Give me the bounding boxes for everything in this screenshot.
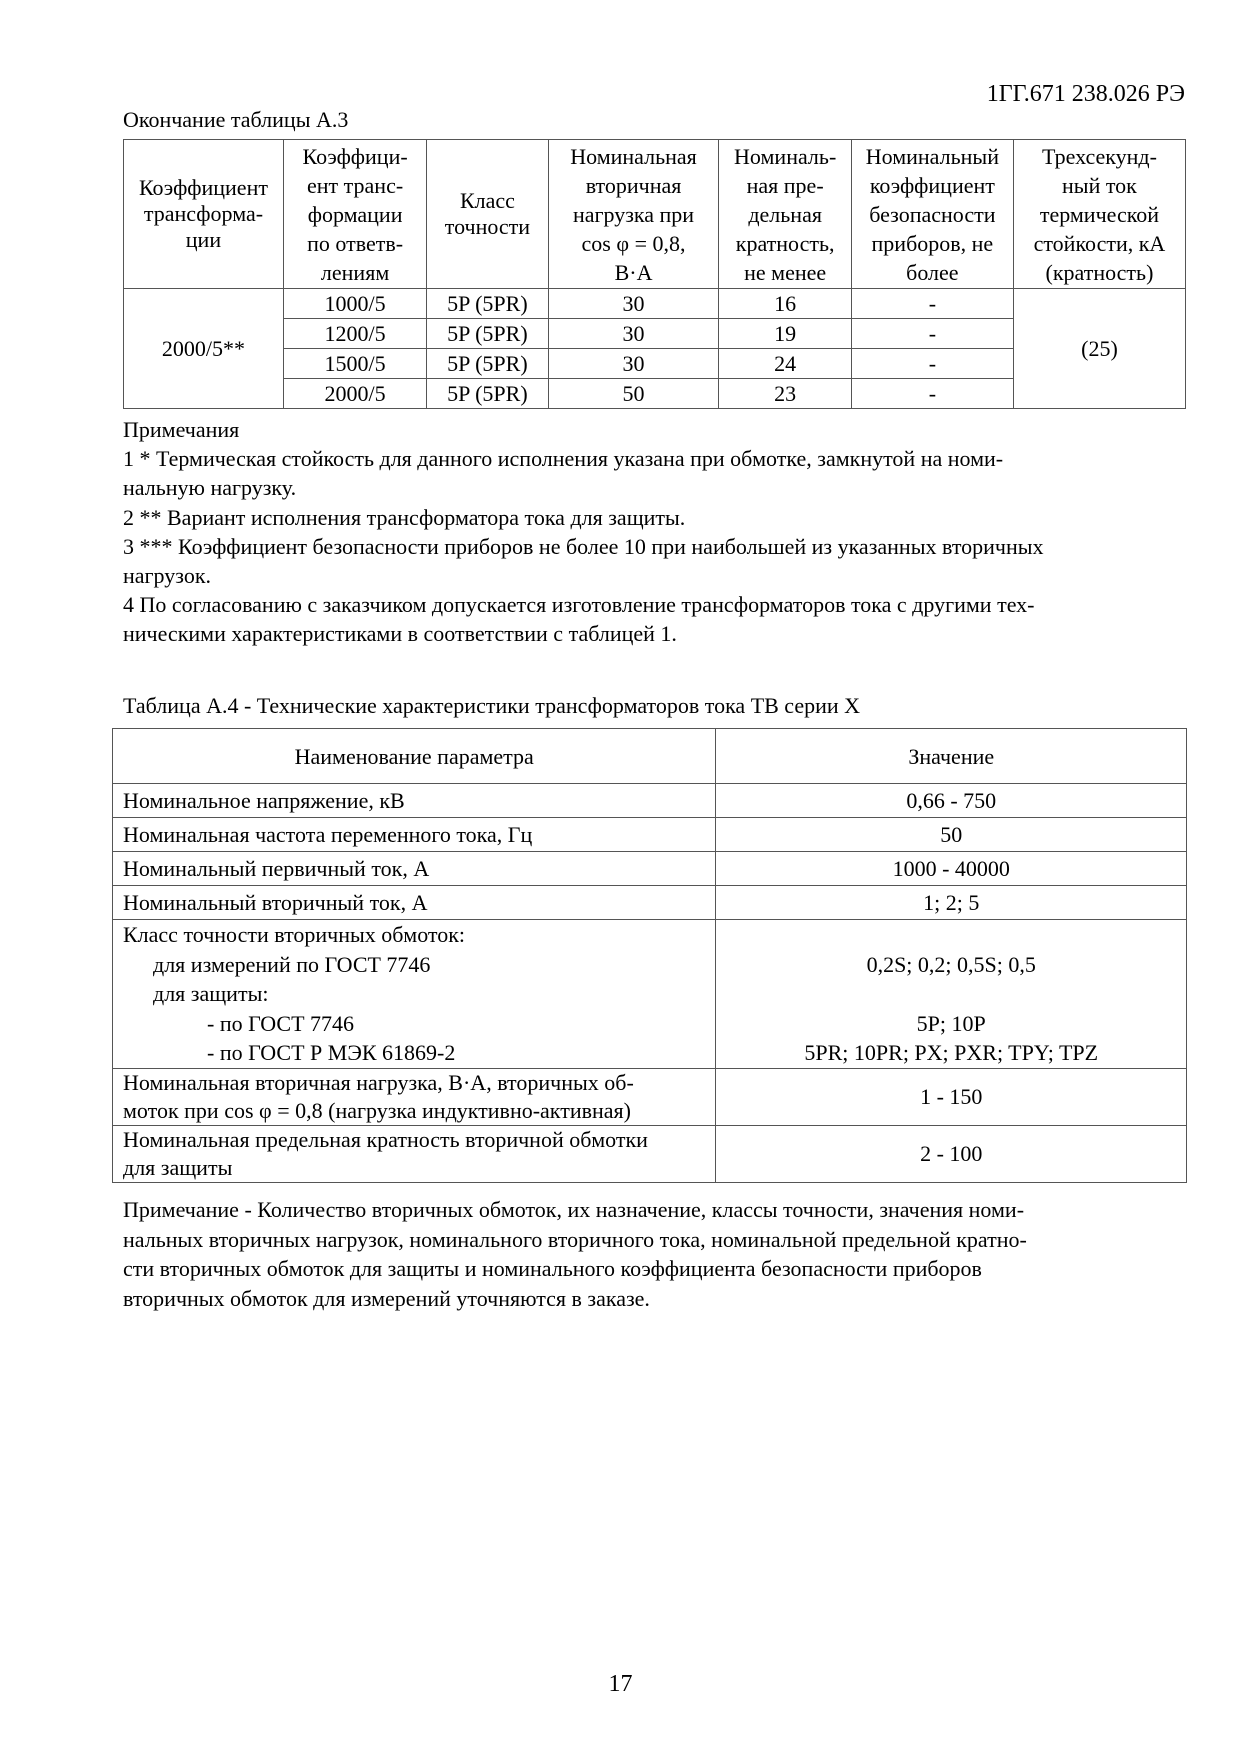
table-row	[113, 784, 1187, 818]
cell-load: 50	[548, 379, 719, 409]
note-line: сти вторичных обмоток для защиты и номинального коэффициента безопасности приборов	[123, 1256, 982, 1281]
table-row	[113, 886, 1187, 920]
cell-safety: -	[851, 289, 1013, 319]
header-safety-factor: Номинальный коэффициент безопасности приборов, не более	[851, 140, 1013, 289]
table-a3-header-row	[124, 140, 1186, 289]
cell-limit: 24	[719, 349, 851, 379]
cell-safety: -	[851, 319, 1013, 349]
table-a4-caption: Таблица А.4 - Технические характеристики трансформаторов тока ТВ серии Х	[123, 693, 861, 718]
header-thermal-current: Трехсекунд- ный ток термической стойкости, кА (кратность)	[1013, 140, 1185, 289]
header-transformation-ratio: Коэффициент трансформа- ции	[124, 140, 284, 289]
cell-parameter: Класс точности вторичных обмоток: для измерений по ГОСТ 7746 для защиты: - по ГОСТ 7746 - по ГОСТ Р МЭК 61869-2	[113, 920, 716, 1069]
cell-value: 0,2S; 0,2; 0,5S; 0,5 5P; 10P 5PR; 10PR; PX; PXR; TPY; TPZ	[716, 920, 1187, 1069]
cell-value: 1 - 150	[716, 1068, 1187, 1125]
table-row	[113, 1125, 1187, 1182]
cell-tap: 1000/5	[283, 289, 426, 319]
cell-group-ratio: 2000/5**	[124, 289, 284, 409]
cell-load: 30	[548, 289, 719, 319]
cell-tap: 2000/5	[283, 379, 426, 409]
cell-parameter: Номинальная предельная кратность вторичной обмотки для защиты	[113, 1125, 716, 1182]
cell-value: 1000 - 40000	[716, 852, 1187, 886]
cell-value: 50	[716, 818, 1187, 852]
cell-tap: 1500/5	[283, 349, 426, 379]
cell-parameter: Номинальная вторичная нагрузка, В·А, вторичных об- моток при cos φ = 0,8 (нагрузка индуктивно-активная)	[113, 1068, 716, 1125]
cell-value: 0,66 - 750	[716, 784, 1187, 818]
cell-parameter: Номинальный вторичный ток, А	[113, 886, 716, 920]
cell-value: 1; 2; 5	[716, 886, 1187, 920]
header-value: Значение	[716, 729, 1187, 784]
cell-safety: -	[851, 379, 1013, 409]
note-line: нальных вторичных нагрузок, номинального вторичного тока, номинальной предельной кратно-	[123, 1226, 1027, 1252]
cell-parameter: Номинальное напряжение, кВ	[113, 784, 716, 818]
cell-load: 30	[548, 349, 719, 379]
header-secondary-load: Номинальная вторичная нагрузка при cos φ = 0,8, В·А	[548, 140, 719, 289]
cell-class: 5P (5PR)	[427, 349, 548, 379]
header-accuracy-class: Класс точности	[427, 140, 548, 289]
header-limit-factor: Номиналь- ная пре- дельная кратность, не менее	[719, 140, 851, 289]
table-row	[113, 818, 1187, 852]
table-a4	[112, 728, 1187, 1183]
table-a4-note	[123, 1195, 1183, 1313]
table-a3	[123, 139, 1186, 409]
page-number: 17	[608, 1671, 633, 1697]
cell-tap: 1200/5	[283, 319, 426, 349]
cell-safety: -	[851, 349, 1013, 379]
note-line: 1 * Термическая стойкость для данного исполнения указана при обмотке, замкнутой на номи-	[123, 446, 1004, 472]
cell-load: 30	[548, 319, 719, 349]
document-code: 1ГГ.671 238.026 РЭ	[986, 81, 1185, 107]
note-line: ническими характеристиками в соответствии с таблицей 1.	[123, 621, 677, 647]
cell-limit: 23	[719, 379, 851, 409]
table-row	[113, 852, 1187, 886]
note-line: 2 ** Вариант исполнения трансформатора тока для защиты.	[123, 504, 686, 530]
table-row-accuracy	[113, 920, 1187, 1069]
table-a3-caption: Окончание таблицы А.3	[123, 107, 349, 132]
cell-thermal-current: (25)	[1013, 289, 1185, 409]
header-parameter-name: Наименование параметра	[113, 729, 716, 784]
note-line: 4 По согласованию с заказчиком допускается изготовление трансформаторов тока с другими тех-	[123, 592, 1035, 618]
cell-class: 5P (5PR)	[427, 319, 548, 349]
cell-class: 5P (5PR)	[427, 379, 548, 409]
table-row	[124, 289, 1186, 319]
table-a4-header-row	[113, 729, 1187, 784]
cell-class: 5P (5PR)	[427, 289, 548, 319]
cell-limit: 19	[719, 319, 851, 349]
table-row	[113, 1068, 1187, 1125]
cell-value: 2 - 100	[716, 1125, 1187, 1182]
cell-parameter: Номинальная частота переменного тока, Гц	[113, 818, 716, 852]
table-a3-notes	[123, 415, 1188, 649]
note-line: вторичных обмоток для измерений уточняются в заказе.	[123, 1285, 650, 1311]
cell-parameter: Номинальный первичный ток, А	[113, 852, 716, 886]
cell-limit: 16	[719, 289, 851, 319]
note-line: Примечание - Количество вторичных обмоток, их назначение, классы точности, значения номи-	[123, 1197, 1025, 1222]
header-tap-ratio: Коэффици- ент транс- формации по ответв- лениям	[283, 140, 426, 289]
note-line: 3 *** Коэффициент безопасности приборов не более 10 при наибольшей из указанных вторичных	[123, 533, 1044, 559]
notes-title: Примечания	[123, 417, 240, 442]
note-line: нальную нагрузку.	[123, 475, 297, 501]
note-line: нагрузок.	[123, 563, 212, 589]
